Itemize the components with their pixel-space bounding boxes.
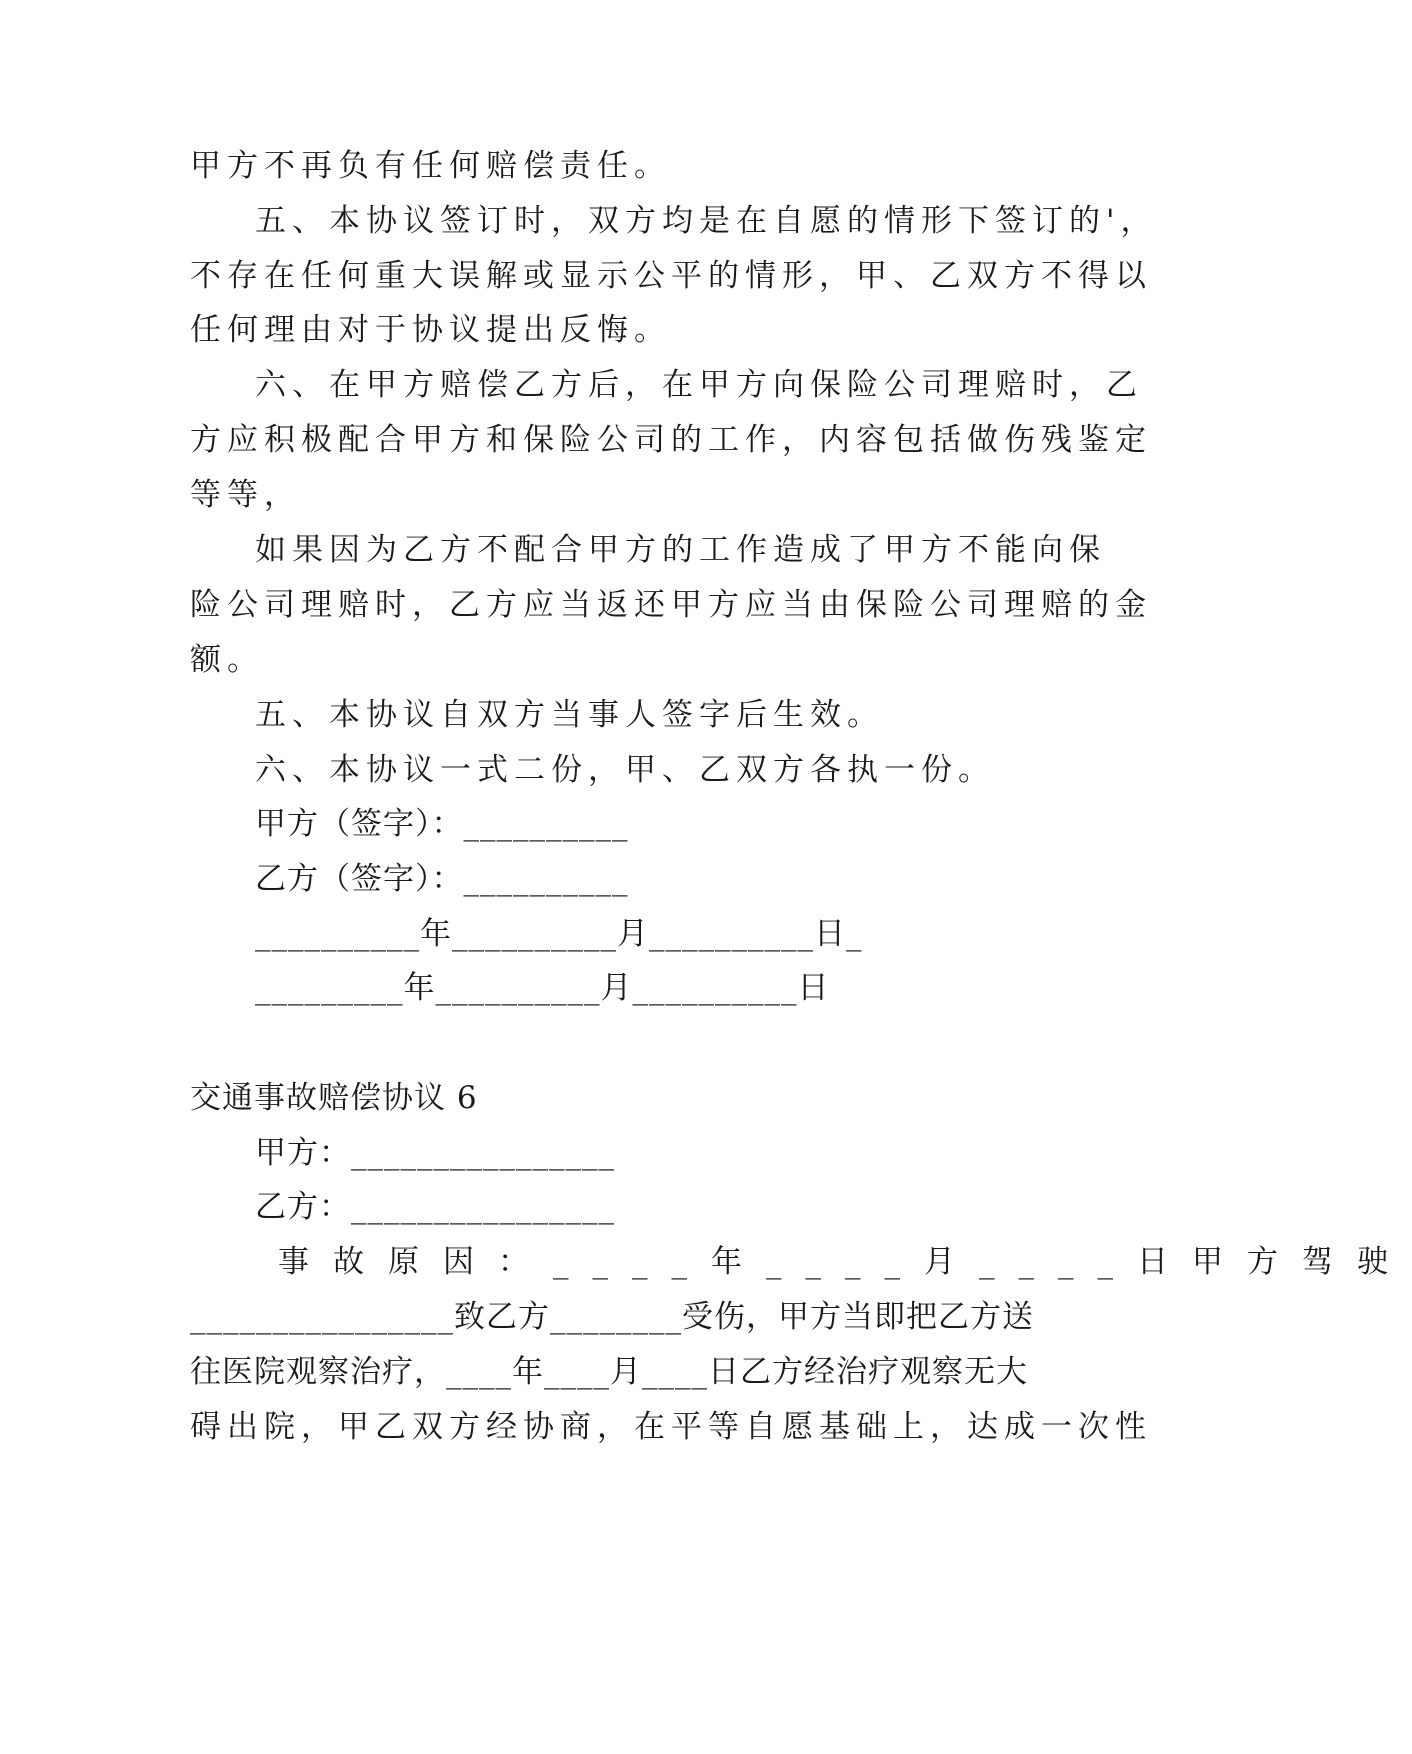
- paragraph-line: 事故原因：____年____月____日甲方驾驶: [278, 1244, 1412, 1280]
- paragraph-line: 等等，: [190, 477, 301, 513]
- paragraph-line: 方应积极配合甲方和保险公司的工作，内容包括做伤残鉴定: [190, 422, 1152, 458]
- signature-line-party-b: 乙方（签字）：__________: [255, 861, 629, 897]
- paragraph-line: 不存在任何重大误解或显示公平的情形，甲、乙双方不得以: [190, 258, 1152, 294]
- party-b-line: 乙方：________________: [255, 1189, 615, 1225]
- date-line: __________年__________月__________日_: [255, 916, 863, 952]
- party-a-line: 甲方：________________: [255, 1135, 615, 1171]
- paragraph-line: 六、本协议一式二份，甲、乙双方各执一份。: [255, 752, 995, 788]
- paragraph-line: ________________致乙方________受伤，甲方当即把乙方送: [190, 1299, 1034, 1335]
- section-title: 交通事故赔偿协议 6: [190, 1080, 478, 1116]
- paragraph-line: 五、本协议自双方当事人签字后生效。: [255, 697, 884, 733]
- paragraph-line: 如果因为乙方不配合甲方的工作造成了甲方不能向保: [255, 532, 1106, 568]
- paragraph-line: 险公司理赔时，乙方应当返还甲方应当由保险公司理赔的金: [190, 587, 1152, 623]
- paragraph-line: 五、本协议签订时，双方均是在自愿的情形下签订的'，: [255, 203, 1158, 239]
- paragraph-line: 六、在甲方赔偿乙方后，在甲方向保险公司理赔时，乙: [255, 367, 1143, 403]
- signature-line-party-a: 甲方（签字）：__________: [255, 806, 629, 842]
- paragraph-line: 碍出院，甲乙双方经协商，在平等自愿基础上，达成一次性: [190, 1409, 1152, 1445]
- paragraph-line: 甲方不再负有任何赔偿责任。: [190, 148, 671, 184]
- date-line: _________年__________月__________日: [255, 970, 830, 1006]
- paragraph-line: 额。: [190, 642, 264, 678]
- paragraph-line: 任何理由对于协议提出反悔。: [190, 312, 671, 348]
- paragraph-line: 往医院观察治疗，____年____月____日乙方经治疗观察无大: [190, 1354, 1028, 1390]
